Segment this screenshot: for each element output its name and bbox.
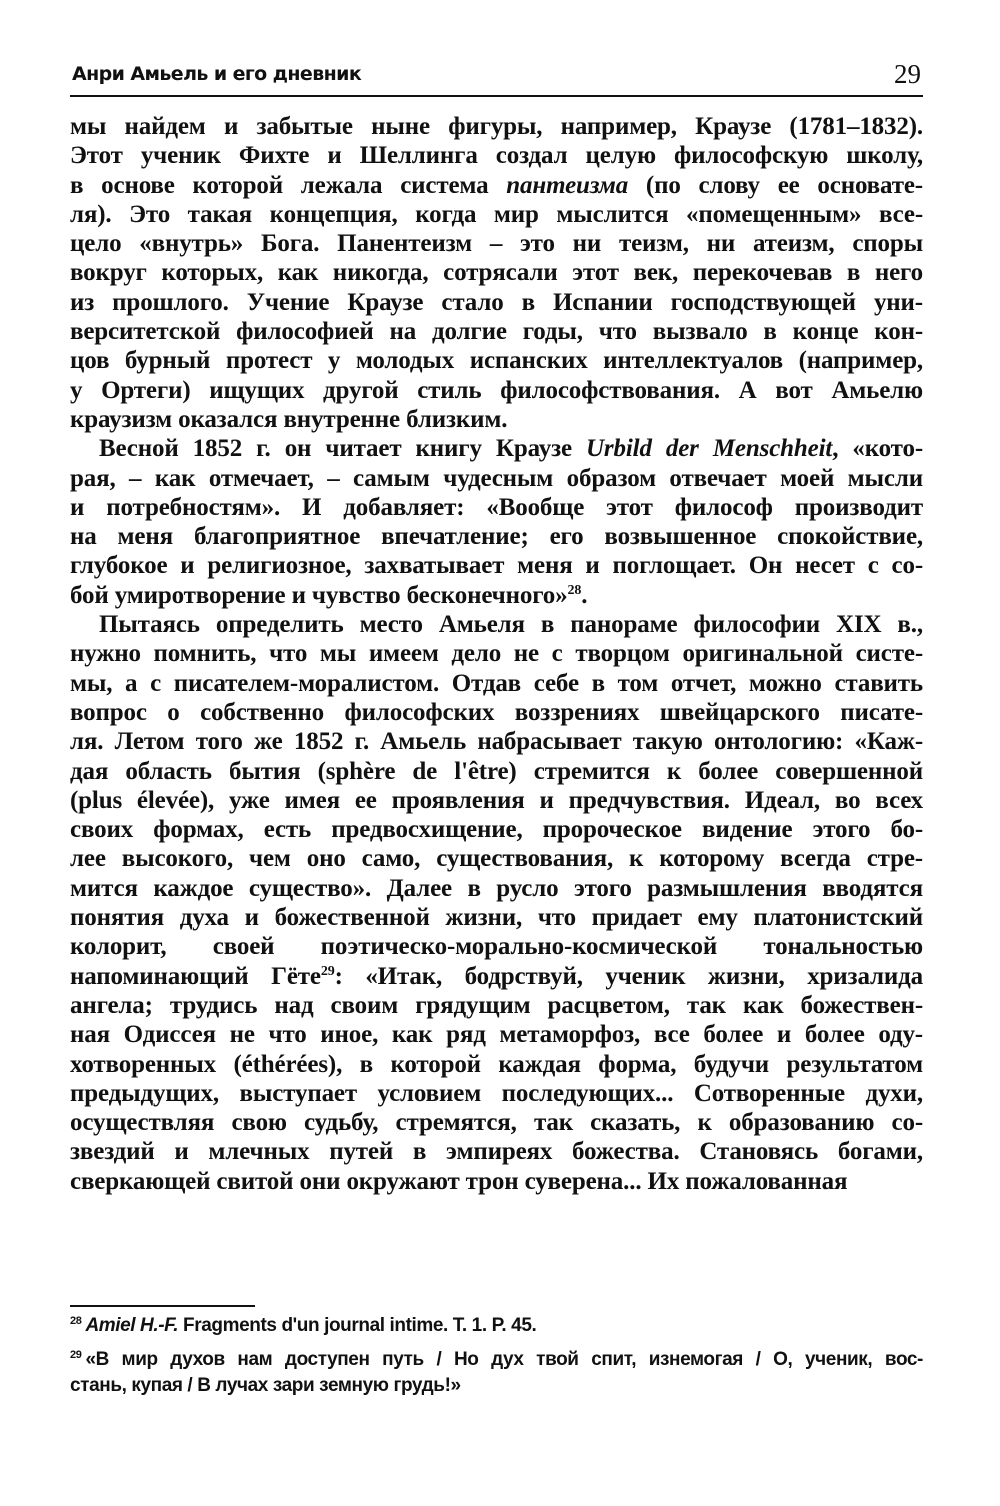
footnote-reference[interactable]: 28 xyxy=(567,582,582,598)
text-line: мится каждое существо». Далее в русло этого размышления вводятся xyxy=(70,874,923,902)
body-text xyxy=(70,112,923,1196)
text-line: мы, а с писателем-моралистом. Отдав себе в том отчет, можно ставить xyxy=(70,669,923,697)
footnote-rule xyxy=(70,1305,255,1307)
text-line: понятия духа и божественной жизни, что придает ему платонистский xyxy=(70,904,923,932)
paragraph xyxy=(70,610,923,1196)
text-line: рая, – как отмечает, – самым чудесным образом отвечает моей мысли xyxy=(70,464,923,492)
italic-span: Urbild der Menschheit xyxy=(586,435,833,463)
text-line: сверкающей свитой они окружают трон суверена... Их пожалованная xyxy=(70,1167,848,1195)
footnote-line: стань, купая / В лучах зари земную грудь!» xyxy=(70,1375,461,1396)
text-line: глубокое и религиозное, захватывает меня и поглощает. Он несет с со- xyxy=(70,552,923,580)
text-line: Пытаясь определить место Амьеля в панораме философии XIX в., xyxy=(99,611,923,639)
text-line: хотворенных (éthérées), в которой каждая форма, будучи результатом xyxy=(70,1050,923,1078)
footnote-mark: 28 xyxy=(70,1315,82,1327)
text-line: колорит, своей поэтическо-морально-космической тональностью xyxy=(70,933,923,961)
text-line: и потребностям». И добавляет: «Вообще этот философ производит xyxy=(70,493,923,521)
text-line: своих формах, есть предвосхищение, пророческое видение этого бо- xyxy=(70,816,923,844)
running-head xyxy=(70,55,923,97)
text-line: ангела; трудись над своим грядущим расцветом, так как божествен- xyxy=(70,991,923,1019)
text-line: Весной 1852 г. он читает книгу Краузе Urbild der Menschheit, «кото- xyxy=(99,435,923,463)
text-line: предыдущих, выступает условием последующих... Сотворенные духи, xyxy=(70,1079,923,1107)
paragraph xyxy=(70,112,923,434)
text-line: верситетской философией на долгие годы, что вызвало в конце кон- xyxy=(70,318,923,346)
footnote-mark: 29 xyxy=(70,1349,82,1361)
footnote-line: $^{28}$ Amiel H.-F. Fragments d'un journal intime. T. 1. P. 45. xyxy=(70,1315,537,1336)
text-line: вопрос о собственно философских воззрениях швейцарского писате- xyxy=(70,698,923,726)
text-line: лее высокого, чем оно само, существования, к которому всегда стре- xyxy=(70,845,923,873)
footnote xyxy=(70,1347,923,1399)
italic-span: пантеизма xyxy=(506,171,629,199)
text-line: вокруг которых, как никогда, сотрясали этот век, перекочевав в него xyxy=(70,259,923,287)
paragraph xyxy=(70,434,923,610)
footnotes xyxy=(70,1313,923,1407)
text-line: у Ортеги) ищущих другой стиль философствования. А вот Амьелю xyxy=(70,376,923,404)
text-line: мы найдем и забытые ныне фигуры, например, Краузе (1781–1832). xyxy=(70,113,923,140)
italic-span: Amiel H.-F. xyxy=(85,1315,179,1336)
text-line: (plus élevée), уже имея ее проявления и предчувствия. Идеал, во всех xyxy=(70,786,923,814)
text-line: ля). Это такая концепция, когда мир мыслится «помещенным» все- xyxy=(70,200,923,228)
running-title: Анри Амьель и его дневник xyxy=(72,63,362,85)
text-line: осуществляя свою судьбу, стремятся, так сказать, к образованию со- xyxy=(70,1109,923,1137)
text-line: напоминающий Гёте$^{29}$: «Итак, бодрствуй, ученик жизни, хризалида xyxy=(70,962,923,990)
text-line: цов бурный протест у молодых испанских интеллектуалов (например, xyxy=(70,347,923,375)
page-number: 29 xyxy=(894,59,921,89)
text-line: на меня благоприятное впечатление; его возвышенное спокойствие, xyxy=(70,523,923,551)
text-line: в основе которой лежала система пантеизма (по слову ее основате- xyxy=(70,171,923,199)
text-line: Этот ученик Фихте и Шеллинга создал целую философскую школу, xyxy=(70,142,923,170)
text-line: дая область бытия (sphère de l'être) стремится к более совершенной xyxy=(70,757,923,785)
footnote-reference[interactable]: 29 xyxy=(320,963,335,979)
text-line: краузизм оказался внутренне близким. xyxy=(70,405,508,433)
text-line: нужно помнить, что мы имеем дело не с творцом оригинальной систе- xyxy=(70,640,923,668)
text-line: из прошлого. Учение Краузе стало в Испании господствующей уни- xyxy=(70,288,923,316)
text-line: цело «внутрь» Бога. Панентеизм – это ни теизм, ни атеизм, споры xyxy=(70,230,923,258)
text-line: ля. Летом того же 1852 г. Амьель набрасывает такую онтологию: «Каж- xyxy=(70,728,923,756)
text-line: звездий и млечных путей в эмпиреях божества. Становясь богами, xyxy=(70,1138,923,1166)
footnote xyxy=(70,1313,923,1339)
text-line: бой умиротворение и чувство бесконечного»$^{28}$. xyxy=(70,581,588,609)
text-line: ная Одиссея не что иное, как ряд метаморфоз, все более и более оду- xyxy=(70,1021,923,1049)
footnote-line: $^{29}$ «В мир духов нам доступен путь / Но дух твой спит, изнемогая / О, ученик, вос- xyxy=(70,1349,923,1370)
